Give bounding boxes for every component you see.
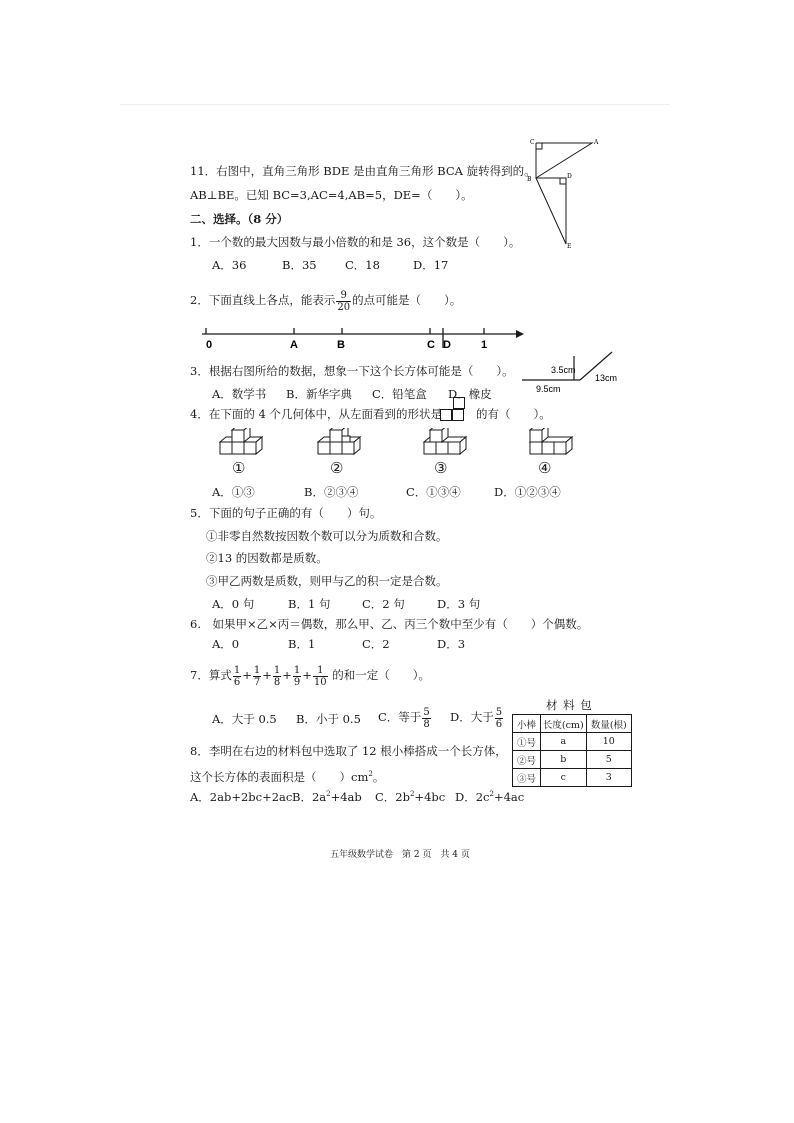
q5-option-d[interactable]: D．3 句 [437, 597, 481, 611]
table-row: ①号 a 10 [513, 733, 632, 751]
q5-option-b[interactable]: B．1 句 [288, 597, 331, 611]
solid-2 [316, 428, 366, 460]
q2-fraction: $\frac{9}{20}$ [337, 289, 351, 313]
section-title: 二、选择。（8 分） [190, 212, 289, 226]
dim-depth: 13cm [595, 373, 618, 383]
solid-label-3: ③ [434, 459, 448, 477]
q1-option-d[interactable]: D．17 [413, 258, 449, 272]
q11-line2: AB⊥BE。已知 BC=3,AC=4,AB=5，DE=（ ）。 [190, 188, 473, 202]
dim-length: 9.5cm [536, 384, 561, 394]
solid-label-1: ① [232, 459, 246, 477]
q2-stem [190, 288, 461, 313]
q8-line1: 8．李明在右边的材料包中选取了 12 根小棒搭成一个长方体， [190, 744, 507, 758]
tick-label-d: D [443, 339, 451, 351]
q7-option-b[interactable]: B．小于 0.5 [296, 712, 361, 726]
triangle-bde [536, 178, 566, 244]
q5-stem: 5．下面的句子正确的有（ ）句。 [190, 506, 382, 520]
material-title: 材 料 包 [546, 698, 593, 712]
q7-frac-3: $\frac{1}{8}$ [273, 664, 281, 688]
tick-label-b: B [337, 339, 345, 351]
q11-line1: 11．右图中，直角三角形 BDE 是由直角三角形 BCA 旋转得到的。 [190, 164, 536, 178]
left-view-shape [440, 397, 466, 423]
q3-option-a[interactable]: A．数学书 [212, 387, 267, 401]
label-a: A [594, 139, 599, 146]
solid-4 [528, 428, 578, 460]
q7-frac-4: $\frac{1}{9}$ [293, 664, 301, 688]
label-c: C [530, 139, 535, 146]
q6-option-a[interactable]: A．0 [212, 637, 240, 651]
q3-stem: 3．根据右图所给的数据，想象一下这个长方体可能是（ ）。 [190, 364, 514, 378]
q3-option-c[interactable]: C．铅笔盒 [372, 387, 427, 401]
q6-option-c[interactable]: C．2 [362, 637, 390, 651]
q4-option-d[interactable]: D．①②③④ [494, 485, 561, 499]
q3-option-d[interactable]: D．橡皮 [448, 387, 492, 401]
q4-option-a[interactable]: A．①③ [212, 485, 255, 499]
q5-statement-3: ③甲乙两数是质数，则甲与乙的积一定是合数。 [206, 574, 448, 588]
number-line [196, 320, 532, 352]
tick-label-0: 0 [206, 339, 213, 351]
q11-triangle-figure [516, 134, 606, 250]
q3-option-b[interactable]: B．新华字典 [286, 387, 352, 401]
q1-stem: 1．一个数的最大因数与最小倍数的和是 36，这个数是（ ）。 [190, 235, 521, 249]
solid-label-2: ② [330, 459, 344, 477]
q8-line2: 这个长方体的表面积是（ ）$cm^2$。 [190, 769, 385, 784]
label-d: D [567, 173, 572, 180]
q6-option-d[interactable]: D．3 [437, 637, 466, 651]
cuboid-dimension-figure [516, 344, 626, 396]
triangle-bca [536, 143, 592, 178]
q2-stem-after: 的点可能是（ ）。 [352, 293, 462, 307]
q6-stem: 6. 如果甲×乙×丙＝偶数，那么甲、乙、丙三个数中至少有（ ）个偶数。 [190, 617, 589, 631]
q5-option-c[interactable]: C．2 句 [362, 597, 405, 611]
q5-statement-2: ②13 的因数都是质数。 [206, 551, 328, 565]
q7-option-d[interactable]: D．大于 $\frac{5}{6}$ [450, 706, 503, 730]
q7-option-a[interactable]: A．大于 0.5 [212, 712, 277, 726]
tick-label-1: 1 [481, 339, 488, 351]
solid-label-4: ④ [538, 459, 552, 477]
q7-frac-1: $\frac{1}{6}$ [233, 664, 241, 688]
table-row: ③号 c 3 [513, 769, 632, 787]
q1-option-b[interactable]: B．35 [282, 258, 317, 272]
q8-option-b[interactable]: B．$2a^2+4ab$ [292, 790, 362, 804]
q7-stem: 7．算式 $\frac{1}{6}$ + $\frac{1}{7}$ + $\frac{1}{8}$ + $\frac{1}{9}$ + $\frac{1}{10}$ 的和一定（ ）。 [190, 664, 431, 688]
tick-label-c: C [427, 339, 435, 351]
q6-option-b[interactable]: B．1 [288, 637, 316, 651]
label-b: B [527, 176, 532, 183]
table-header-row: 小棒 长度(cm) 数量(根) [513, 715, 632, 733]
q7-frac-2: $\frac{1}{7}$ [253, 664, 261, 688]
dim-height: 3.5cm [551, 365, 576, 375]
material-table [512, 714, 632, 787]
q1-option-a[interactable]: A．36 [212, 258, 247, 272]
q4-option-b[interactable]: B．②③④ [304, 485, 359, 499]
table-row: ②号 b 5 [513, 751, 632, 769]
tick-label-a: A [290, 339, 298, 351]
q2-stem-before: 2．下面直线上各点，能表示 [190, 293, 336, 307]
solid-3 [422, 428, 472, 460]
solid-1 [218, 428, 268, 460]
q4-option-c[interactable]: C．①③④ [406, 485, 461, 499]
q4-stem-after: 的有（ ）。 [476, 407, 551, 421]
q4-stem-before: 4．在下面的 4 个几何体中，从左面看到的形状是 [190, 407, 442, 421]
q8-option-a[interactable]: A．2ab+2bc+2ac [190, 790, 293, 804]
q8-option-d[interactable]: D．$2c^2+4ac$ [455, 790, 525, 804]
q7-option-c[interactable]: C．等于 $\frac{5}{8}$ [378, 706, 430, 730]
q5-statement-1: ①非零自然数按因数个数可以分为质数和合数。 [206, 529, 448, 543]
q8-option-c[interactable]: C．$2b^2+4bc$ [375, 790, 446, 804]
q5-option-a[interactable]: A．0 句 [212, 597, 255, 611]
q1-option-c[interactable]: C．18 [345, 258, 380, 272]
q7-frac-5: $\frac{1}{10}$ [313, 664, 327, 688]
scan-top-edge [120, 104, 670, 105]
page-footer: 五年级数学试卷 第 2 页 共 4 页 [330, 850, 470, 860]
label-e: E [567, 243, 572, 250]
